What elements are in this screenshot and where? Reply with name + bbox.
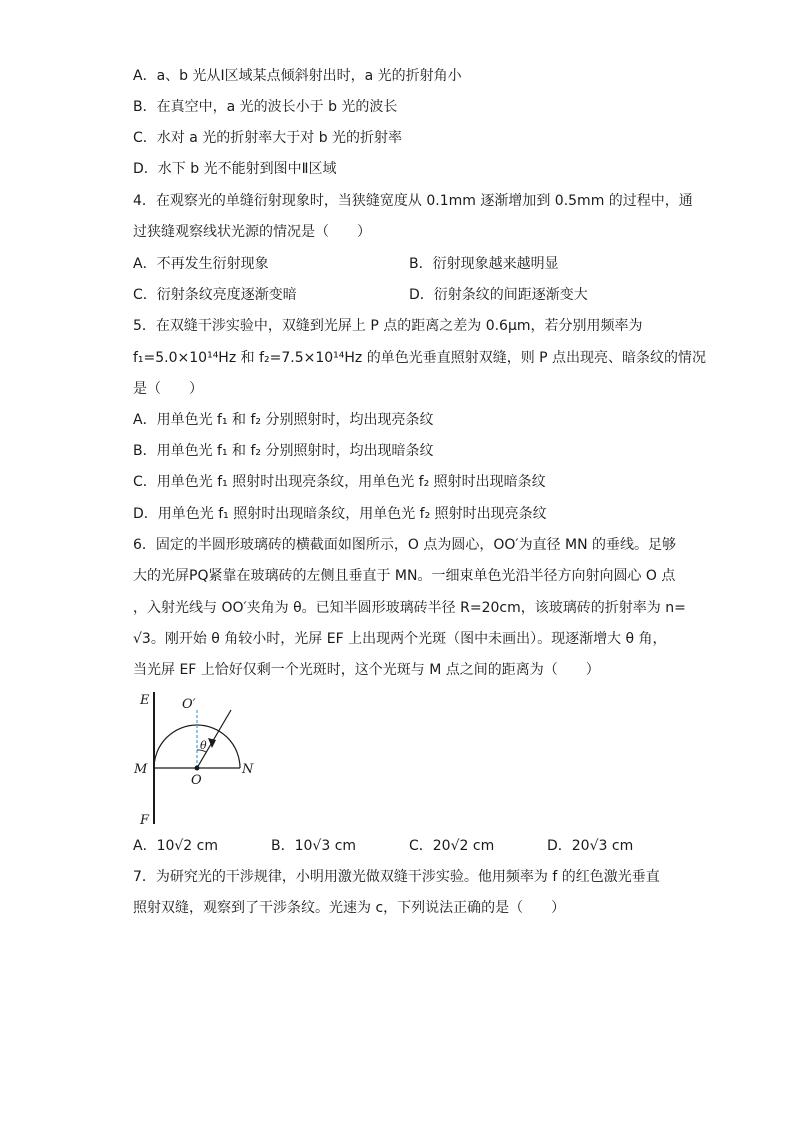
- label-f: F: [140, 813, 150, 828]
- label-theta: θ: [200, 739, 207, 752]
- q4-option-b: B．衍射现象越来越明显: [409, 256, 559, 272]
- q4-option-a: A．不再发生衍射现象: [133, 256, 269, 272]
- q6-stem-line-2: 大的光屏PQ紧靠在玻璃砖的左侧且垂直于 MN。一细束单色光沿半径方向射向圆心 O 点: [133, 568, 676, 584]
- q5-stem-line-3: 是（ ）: [133, 381, 203, 397]
- label-o: O: [191, 773, 202, 788]
- q4-option-c: C．衍射条纹亮度逐渐变暗: [133, 287, 297, 303]
- q4-option-d: D．衍射条纹的间距逐渐变大: [409, 287, 588, 303]
- q6-stem-line-3: ，入射光线与 OO′夹角为 θ。已知半圆形玻璃砖半径 R=20cm，该玻璃砖的折射率为 n=: [133, 600, 686, 616]
- q6-stem-line-4: √3。刚开始 θ 角较小时，光屏 EF 上出现两个光斑（图中未画出）。现逐渐增大 θ 角，: [133, 631, 667, 647]
- q6-option-c: C．20√2 cm: [409, 838, 495, 854]
- q5-stem-line-1: 5．在双缝干涉实验中，双缝到光屏上 P 点的距离之差为 0.6μm，若分别用频率为: [133, 318, 643, 334]
- q4-stem-line-1: 4．在观察光的单缝衍射现象时，当狭缝宽度从 0.1mm 逐渐增加到 0.5mm 的过程中，通: [133, 193, 693, 209]
- label-n: N: [242, 762, 254, 777]
- q3-option-b: B．在真空中，a 光的波长小于 b 光的波长: [133, 99, 398, 115]
- q5-option-b: B．用单色光 f₁ 和 f₂ 分别照射时，均出现暗条纹: [133, 443, 434, 459]
- q6-option-d: D．20√3 cm: [547, 838, 634, 854]
- q4-stem-line-2: 过狭缝观察线状光源的情况是（ ）: [133, 224, 371, 240]
- center-point-o: [195, 766, 200, 771]
- q5-option-d: D．用单色光 f₁ 照射时出现暗条纹，用单色光 f₂ 照射时出现亮条纹: [133, 506, 547, 522]
- q3-option-a: A．a、b 光从Ⅰ区域某点倾斜射出时，a 光的折射角小: [133, 68, 462, 84]
- label-e: E: [140, 693, 150, 708]
- q5-option-c: C．用单色光 f₁ 照射时出现亮条纹，用单色光 f₂ 照射时出现暗条纹: [133, 474, 546, 490]
- q3-option-d: D．水下 b 光不能射到图中Ⅱ区域: [133, 161, 337, 177]
- q7-stem-line-2: 照射双缝，观察到了干涉条纹。光速为 c，下列说法正确的是（ ）: [133, 900, 566, 916]
- q6-stem-line-1: 6．固定的半圆形玻璃砖的横截面如图所示，O 点为圆心，OO′为直径 MN 的垂线。足够: [133, 537, 677, 553]
- q6-stem-line-5: 当光屏 EF 上恰好仅剩一个光斑时，这个光斑与 M 点之间的距离为（ ）: [133, 662, 600, 678]
- q3-option-c: C．水对 a 光的折射率大于对 b 光的折射率: [133, 130, 403, 146]
- label-o-prime: O′: [182, 697, 196, 712]
- q7-stem-line-1: 7．为研究光的干涉规律，小明用激光做双缝干涉实验。他用频率为 f 的红色激光垂直: [133, 869, 660, 885]
- q5-stem-line-2: f₁=5.0×10¹⁴Hz 和 f₂=7.5×10¹⁴Hz 的单色光垂直照射双缝，则 P 点出现亮、暗条纹的情况: [133, 350, 707, 366]
- q6-semicircle-diagram: [128, 688, 268, 828]
- q6-option-a: A．10√2 cm: [133, 838, 219, 854]
- label-m: M: [134, 762, 148, 777]
- q6-option-b: B．10√3 cm: [271, 838, 357, 854]
- q5-option-a: A．用单色光 f₁ 和 f₂ 分别照射时，均出现亮条纹: [133, 412, 434, 428]
